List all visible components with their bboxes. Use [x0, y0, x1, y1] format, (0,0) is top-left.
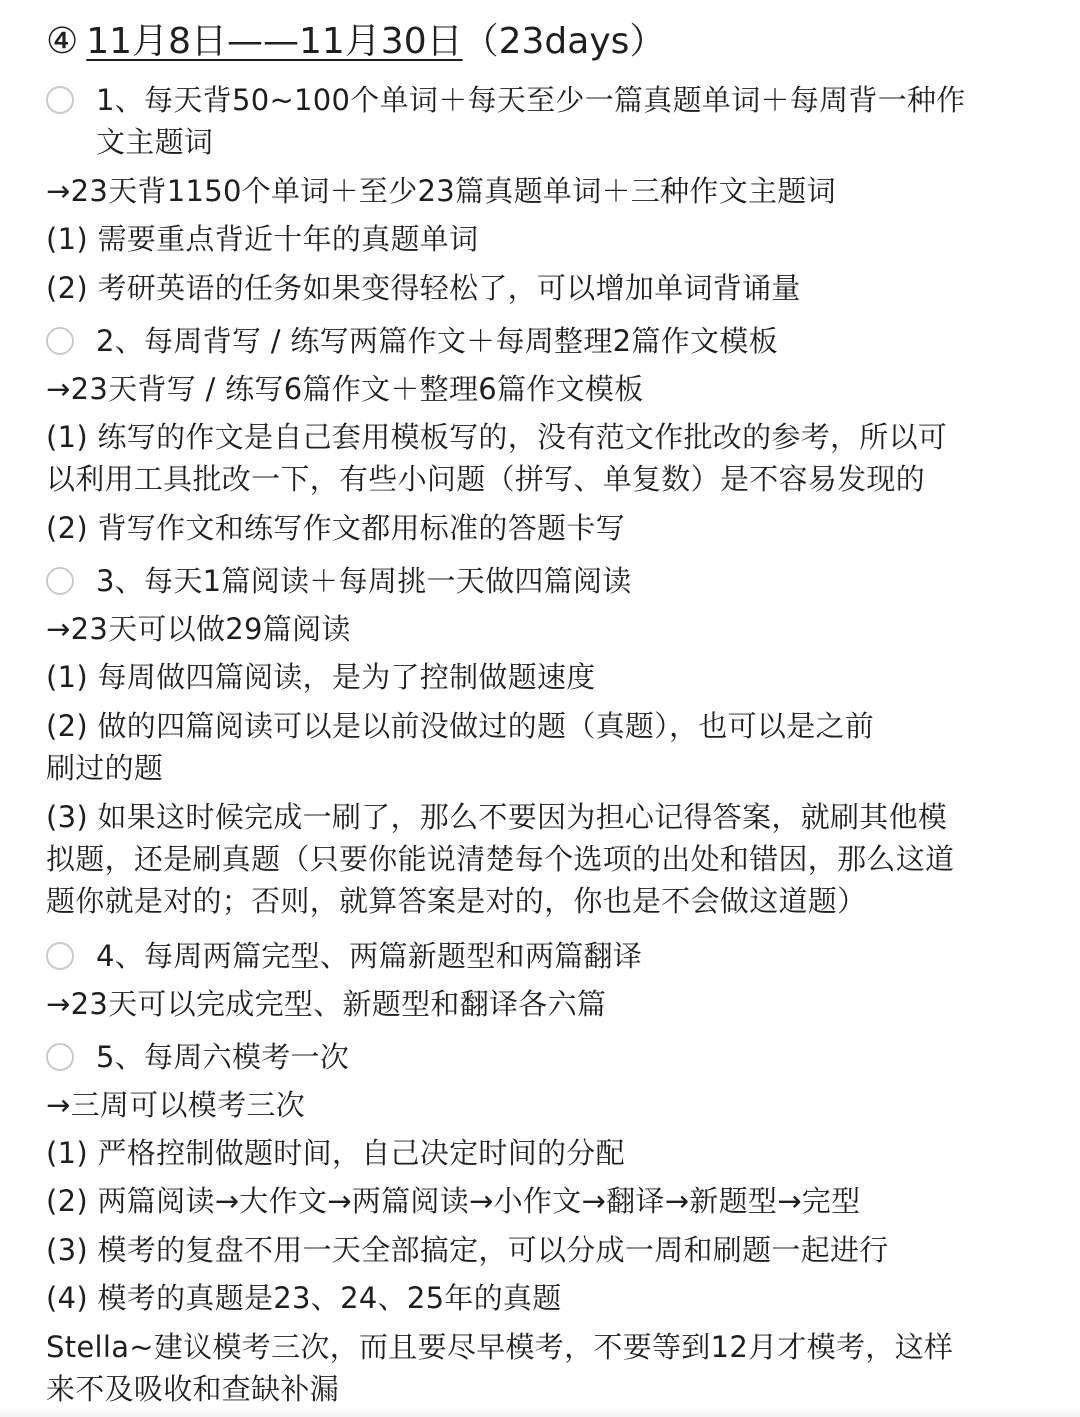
task-checkbox-1[interactable]: [46, 86, 74, 114]
task-1-line-2: 文主题词: [96, 125, 214, 159]
task-5-line-1: 5、每周六模考一次: [96, 1040, 350, 1074]
task-2-note: →23天背写 / 练写6篇作文＋整理6篇作文模板: [46, 372, 644, 406]
task-5-note: (1) 严格控制做题时间，自己决定时间的分配: [46, 1136, 625, 1170]
task-5-note: (2) 两篇阅读→大作文→两篇阅读→小作文→翻译→新题型→完型: [46, 1184, 861, 1218]
task-2-line-1: 2、每周背写 / 练写两篇作文＋每周整理2篇作文模板: [96, 324, 778, 358]
task-3-note: (3) 如果这时候完成一刷了，那么不要因为担心记得答案，就刷其他模: [46, 800, 948, 834]
task-1-note: (2) 考研英语的任务如果变得轻松了，可以增加单词背诵量: [46, 271, 801, 305]
task-3-note: (2) 做的四篇阅读可以是以前没做过的题（真题），也可以是之前: [46, 709, 875, 743]
task-4-note: →23天可以完成完型、新题型和翻译各六篇: [46, 987, 607, 1021]
heading-duration: （23days）: [462, 21, 666, 62]
task-checkbox-2[interactable]: [46, 327, 74, 355]
bottom-edge-shadow: [0, 1407, 1080, 1417]
task-3-note: 刷过的题: [46, 751, 164, 785]
task-checkbox-3[interactable]: [46, 567, 74, 595]
task-5-note: (4) 模考的真题是23、24、25年的真题: [46, 1281, 562, 1315]
task-5-note: →三周可以模考三次: [46, 1088, 305, 1122]
heading-date-range: 11月8日——11月30日: [86, 21, 463, 62]
task-3-note: 拟题，还是刷真题（只要你能说清楚每个选项的出处和错因，那么这道: [46, 842, 955, 876]
task-5-note: (3) 模考的复盘不用一天全部搞定，可以分成一周和刷题一起进行: [46, 1233, 889, 1267]
task-4-line-1: 4、每周两篇完型、两篇新题型和两篇翻译: [96, 939, 643, 973]
task-5-note: Stella~建议模考三次，而且要尽早模考，不要等到12月才模考，这样: [46, 1330, 954, 1364]
task-1-note: (1) 需要重点背近十年的真题单词: [46, 222, 479, 256]
task-checkbox-5[interactable]: [46, 1043, 74, 1071]
section-heading: [46, 16, 665, 68]
task-5-note: 来不及吸收和查缺补漏: [46, 1372, 340, 1406]
task-3-note: →23天可以做29篇阅读: [46, 612, 351, 646]
task-1-note: →23天背1150个单词＋至少23篇真题单词＋三种作文主题词: [46, 174, 836, 208]
task-2-note: (2) 背写作文和练写作文都用标准的答题卡写: [46, 511, 625, 545]
task-checkbox-4[interactable]: [46, 942, 74, 970]
task-3-note: (1) 每周做四篇阅读，是为了控制做题速度: [46, 660, 596, 694]
heading-circled-number: ④: [46, 21, 79, 62]
task-1-line-1: 1、每天背50~100个单词＋每天至少一篇真题单词＋每周背一种作: [96, 83, 966, 117]
task-2-note: 以利用工具批改一下，有些小问题（拼写、单复数）是不容易发现的: [46, 462, 926, 496]
task-2-note: (1) 练写的作文是自己套用模板写的，没有范文作批改的参考，所以可: [46, 420, 948, 454]
task-3-note: 题你就是对的；否则，就算答案是对的，你也是不会做这道题）: [46, 884, 867, 918]
task-3-line-1: 3、每天1篇阅读＋每周挑一天做四篇阅读: [96, 564, 632, 598]
